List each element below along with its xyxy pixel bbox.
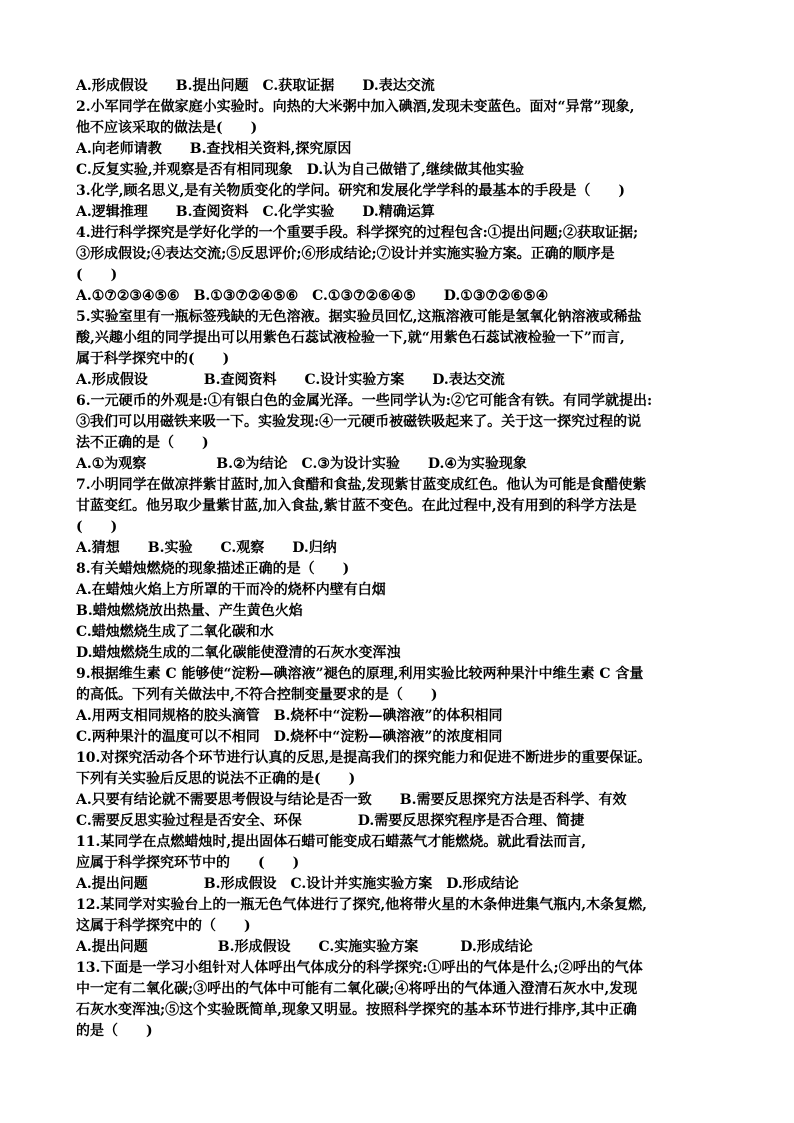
text-line: C.两种果汁的温度可以不相同 D.烧杯中“淀粉—碘溶液”的浓度相同 xyxy=(76,729,503,745)
text-line: 下列有关实验后反思的说法不正确的是( ) xyxy=(76,771,356,787)
text-line: 10.对探究活动各个环节进行认真的反思,是提高我们的探究能力和促进不断进步的重要保证。 xyxy=(76,750,652,766)
text-line: A.向老师请教 B.查找相关资料,探究原因 xyxy=(76,141,352,157)
text-line: 的是（ ) xyxy=(76,1023,153,1039)
text-line: 13.下面是一学习小组针对人体呼出气体成分的科学探究:①呼出的气体是什么;②呼出的气体 xyxy=(76,960,643,976)
text-line: ( ) xyxy=(76,519,118,535)
text-line: 属于科学探究中的( ) xyxy=(76,351,230,367)
text-line: 9.根据维生素 C 能够使“淀粉—碘溶液”褪色的原理,利用实验比较两种果汁中维生素 C 含量 xyxy=(76,666,644,682)
text-line: 应属于科学探究环节中的 ( ) xyxy=(76,855,300,871)
text-line: A.用两支相同规格的胶头滴管 B.烧杯中“淀粉—碘溶液”的体积相同 xyxy=(76,708,503,724)
text-line: A.只要有结论就不需要思考假设与结论是否一致 B.需要反思探究方法是否科学、有效 xyxy=(76,792,627,808)
text-line: 的高低。下列有关做法中,不符合控制变量要求的是（ ) xyxy=(76,687,438,703)
text-line: A.在蜡烛火焰上方所罩的干而冷的烧杯内壁有白烟 xyxy=(76,582,386,598)
text-line: D.蜡烛燃烧生成的二氧化碳能使澄清的石灰水变浑浊 xyxy=(76,645,401,661)
text-line: B.蜡烛燃烧放出热量、产生黄色火焰 xyxy=(76,603,303,619)
text-line: 12.某同学对实验台上的一瓶无色气体进行了探究,他将带火星的木条伸进集气瓶内,木条复燃, xyxy=(76,897,647,913)
text-line: 中一定有二氧化碳;③呼出的气体中可能有二氧化碳;④将呼出的气体通入澄清石灰水中,发现 xyxy=(76,981,638,997)
text-line: C.需要反思实验过程是否安全、环保 D.需要反思探究程序是否合理、简捷 xyxy=(76,813,585,829)
text-line: ( ) xyxy=(76,267,118,283)
text-line: C.反复实验,并观察是否有相同现象 D.认为自己做错了,继续做其他实验 xyxy=(76,162,525,178)
text-line: C.蜡烛燃烧生成了二氧化碳和水 xyxy=(76,624,274,640)
text-line: 甘蓝变红。他另取少量紫甘蓝,加入食盐,紫甘蓝不变色。在此过程中,没有用到的科学方法是 xyxy=(76,498,637,514)
text-line: 他不应该采取的做法是( ) xyxy=(76,120,258,136)
text-line: A.逻辑推理 B.查阅资料 C.化学实验 D.精确运算 xyxy=(76,204,435,220)
text-line: 7.小明同学在做凉拌紫甘蓝时,加入食醋和食盐,发现紫甘蓝变成红色。他认为可能是食醋使紫 xyxy=(76,477,647,493)
text-line: A.提出问题 B.形成假设 C.设计并实施实验方案 D.形成结论 xyxy=(76,876,519,892)
text-line: A.①⑦②③④⑤⑥ B.①③⑦②④⑤⑥ C.①③⑦②⑥④⑤ D.①③⑦②⑥⑤④ xyxy=(76,288,549,304)
text-line: 石灰水变浑浊;⑤这个实验既简单,现象又明显。按照科学探究的基本环节进行排序,其中正确 xyxy=(76,1002,637,1018)
text-line: 5.实验室里有一瓶标签残缺的无色溶液。据实验员回忆,这瓶溶液可能是氢氧化钠溶液或稀盐 xyxy=(76,309,642,325)
text-line: 6.一元硬币的外观是:①有银白色的金属光泽。一些同学认为:②它可能含有铁。有同学就提出: xyxy=(76,393,653,409)
text-line: 11.某同学在点燃蜡烛时,提出固体石蜡可能变成石蜡蒸气才能燃烧。就此看法而言, xyxy=(76,834,587,850)
text-line: 2.小军同学在做家庭小实验时。向热的大米粥中加入碘酒,发现未变蓝色。面对“异常”现象, xyxy=(76,99,635,115)
text-line: 3.化学,顾名思义,是有关物质变化的学问。研究和发展化学学科的最基本的手段是（ ) xyxy=(76,183,625,199)
text-line: A.猜想 B.实验 C.观察 D.归纳 xyxy=(76,540,337,556)
text-line: A.提出问题 B.形成假设 C.实施实验方案 D.形成结论 xyxy=(76,939,533,955)
question-text-block xyxy=(76,76,720,1042)
text-line: A.①为观察 B.②为结论 C.③为设计实验 D.④为实验现象 xyxy=(76,456,527,472)
text-line: 法不正确的是（ ) xyxy=(76,435,209,451)
text-line: A.形成假设 B.提出问题 C.获取证据 D.表达交流 xyxy=(76,78,435,94)
text-line: ③形成假设;④表达交流;⑤反思评价;⑥形成结论;⑦设计并实施实验方案。正确的顺序是 xyxy=(76,246,615,262)
text-line: 这属于科学探究中的（ ) xyxy=(76,918,251,934)
text-line: 酸,兴趣小组的同学提出可以用紫色石蕊试液检验一下,就“用紫色石蕊试液检验一下”而言, xyxy=(76,330,625,346)
text-line: A.形成假设 B.查阅资料 C.设计实验方案 D.表达交流 xyxy=(76,372,505,388)
text-line: 4.进行科学探究是学好化学的一个重要手段。科学探究的过程包含:①提出问题;②获取证据; xyxy=(76,225,639,241)
text-line: 8.有关蜡烛燃烧的现象描述正确的是（ ) xyxy=(76,561,350,577)
text-line: ③我们可以用磁铁来吸一下。实验发现:④一元硬币被磁铁吸起来了。关于这一探究过程的说 xyxy=(76,414,642,430)
